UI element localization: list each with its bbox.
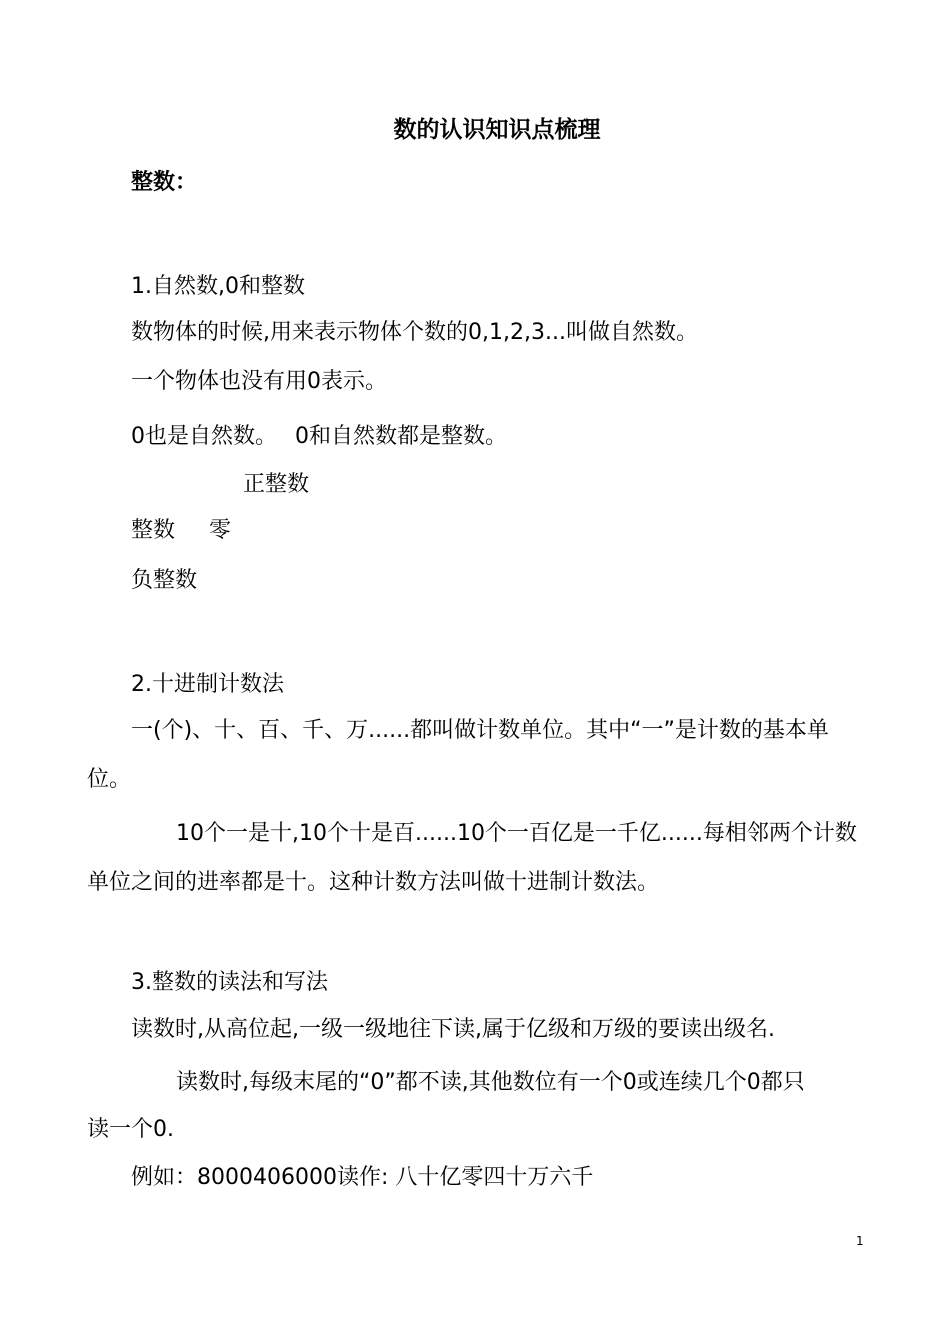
section-3-line-3: 读一个0. [87, 1117, 174, 1142]
section-3-line-1: 读数时,从高位起,一级一级地往下读,属于亿级和万级的要读出级名. [131, 1017, 775, 1042]
section-2-line-4: 单位之间的进率都是十。这种计数方法叫做十进制计数法。 [87, 870, 660, 895]
section-1-heading: 1.自然数,0和整数 [131, 274, 305, 299]
page-number: 1 [856, 1234, 864, 1248]
document-title: 数的认识知识点梳理 [393, 117, 601, 143]
section-1-line-2: 一个物体也没有用0表示。 [131, 369, 387, 394]
section-3-heading: 3.整数的读法和写法 [131, 970, 328, 995]
section-2-heading: 2.十进制计数法 [131, 672, 284, 697]
section-2-line-2: 位。 [87, 767, 132, 792]
section-3-line-2: 读数时,每级末尾的“0”都不读,其他数位有一个0或连续几个0都只 [176, 1070, 805, 1095]
section-2-line-3: 10个一是十,10个十是百......10个一百亿是一千亿......每相邻两个计数 [176, 821, 857, 846]
classification-negative-integer: 负整数 [131, 568, 198, 593]
classification-root-integer: 整数 [131, 518, 176, 543]
classification-zero: 零 [209, 518, 232, 543]
section-1-line-3: 0也是自然数。 0和自然数都是整数。 [131, 424, 507, 449]
section-heading-integers: 整数： [131, 170, 198, 195]
section-1-line-1: 数物体的时候,用来表示物体个数的0,1,2,3...叫做自然数。 [131, 320, 698, 345]
classification-positive-integer: 正整数 [243, 472, 310, 497]
section-2-line-1: 一(个)、十、百、千、万......都叫做计数单位。其中“一”是计数的基本单 [131, 718, 829, 743]
section-3-example: 例如：8000406000读作: 八十亿零四十万六千 [131, 1165, 594, 1190]
